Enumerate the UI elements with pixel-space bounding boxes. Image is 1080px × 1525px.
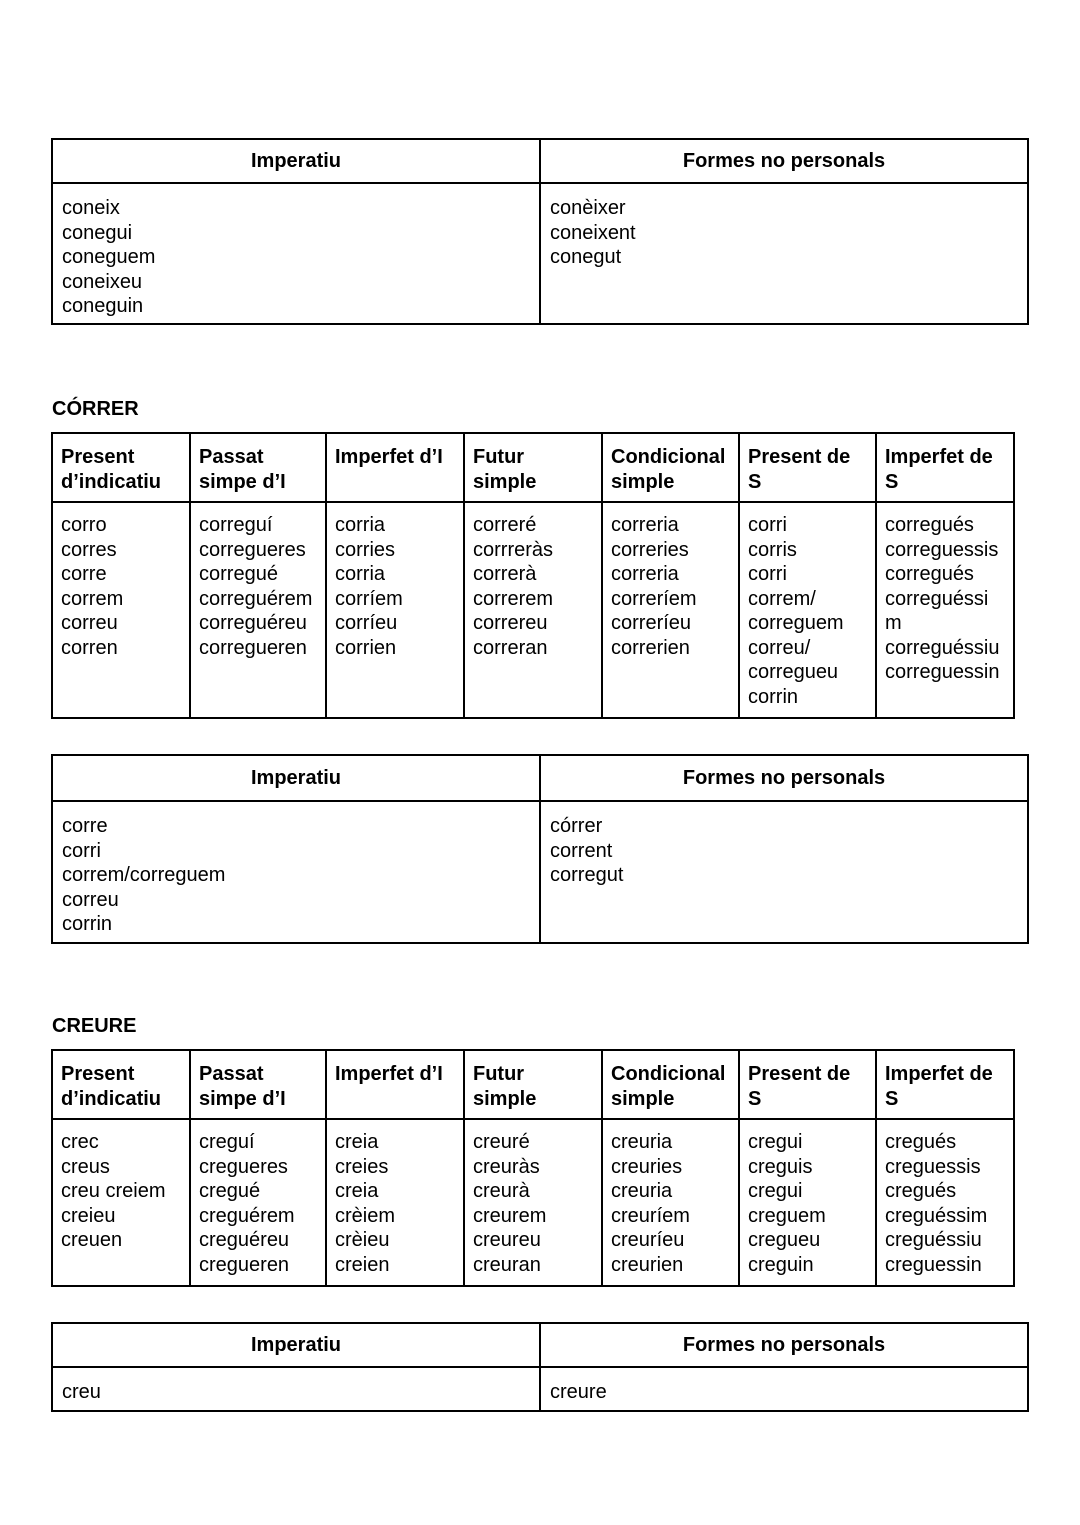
cell-line: creuen [61, 1229, 123, 1251]
cell-line: crèieu [335, 1229, 390, 1251]
tense-header [602, 1050, 739, 1119]
creure-conjugation-table [51, 1049, 1015, 1287]
cell-line: creu creiem [61, 1180, 166, 1202]
cell-line: correguí [199, 514, 273, 536]
cell-line: corregués [885, 514, 974, 536]
cell-line: corri [748, 514, 787, 536]
cell-line: correguéssiu [885, 636, 1000, 659]
cell-line: coneguin [62, 295, 144, 317]
coneixer-imperatiu-table [51, 138, 1029, 325]
forms-row [52, 1119, 1014, 1286]
cell-line: corro [61, 514, 107, 536]
cell-line: creuríem [611, 1204, 690, 1227]
cell-line: Present de [748, 1063, 851, 1085]
cell-line: creguéssim [885, 1204, 988, 1227]
cell-line: corregueres [199, 538, 306, 561]
cell-line: S [885, 1087, 899, 1110]
cell-line: Imperfet de [885, 446, 993, 468]
cell-line: correu [62, 888, 119, 911]
cell-line: creguis [748, 1155, 813, 1178]
tense-header [464, 433, 602, 502]
cell-line: corre [61, 563, 107, 585]
cell-line: creguin [748, 1253, 814, 1276]
conjugation-cell [52, 502, 190, 718]
cell-line: creuries [611, 1155, 683, 1178]
cell-line: corria [335, 514, 386, 536]
cell-line: correrà [473, 563, 537, 585]
imperatiu-cell [52, 1367, 540, 1411]
forms-row [52, 502, 1014, 718]
tense-header [326, 433, 464, 502]
tense-header [190, 433, 326, 502]
cell-line: S [748, 470, 762, 493]
cell-line: creieu [61, 1204, 116, 1227]
cell-line: correm/ [748, 587, 816, 610]
cell-line: correria [611, 563, 679, 585]
cell-line: cregués [885, 1131, 957, 1153]
cell-line: Present [61, 446, 135, 468]
cell-line: cregui [748, 1180, 803, 1202]
cell-line: corre [62, 815, 108, 837]
tense-header [876, 433, 1014, 502]
cell-line: correguessis [885, 538, 999, 561]
cell-line: creguéreu [199, 1229, 290, 1251]
cell-line: creies [335, 1155, 389, 1178]
cell-line: creureu [473, 1229, 541, 1251]
cell-line: corri [62, 839, 101, 862]
cell-line: creuràs [473, 1155, 540, 1178]
cell-line: corres [61, 538, 117, 561]
cell-line: corrien [335, 636, 397, 659]
cell-line: Passat [199, 1063, 264, 1085]
cell-line: crèiem [335, 1204, 396, 1227]
cell-line: creurem [473, 1204, 547, 1227]
cell-line: creguessin [885, 1253, 982, 1276]
conjugation-cell [602, 502, 739, 718]
cell-line: cregueu [748, 1229, 821, 1251]
formes-cell [540, 801, 1028, 943]
formes-header: Formes no personals [540, 755, 1028, 801]
cell-line: correran [473, 636, 548, 659]
cell-line: correguem [748, 612, 844, 634]
cell-line: correu [61, 612, 118, 634]
cell-line: correries [611, 538, 689, 561]
conjugation-cell [739, 502, 876, 718]
cell-line: corri [748, 563, 787, 585]
cell-line: corrent [550, 839, 613, 862]
tense-header [739, 1050, 876, 1119]
header-row [52, 1050, 1014, 1119]
cell-line: correguessin [885, 661, 1000, 683]
cell-line: creguem [748, 1204, 826, 1227]
tense-header [602, 433, 739, 502]
verb-title-correr: CÓRRER [52, 398, 139, 420]
cell-line: coneixent [550, 221, 636, 244]
cell-line: d’indicatiu [61, 1087, 161, 1110]
conjugation-cell [602, 1119, 739, 1286]
cell-line: creuran [473, 1253, 541, 1276]
cell-line: cregueres [199, 1155, 288, 1178]
cell-line: simple [473, 1087, 537, 1110]
cell-line: simple [611, 470, 675, 493]
cell-line: corregué [199, 563, 278, 585]
cell-line: corríem [335, 587, 403, 610]
cell-line: correré [473, 514, 537, 536]
imperatiu-header: Imperatiu [52, 755, 540, 801]
cell-line: creguérem [199, 1204, 295, 1227]
cell-line: corregut [550, 864, 624, 886]
cell-line: cregués [885, 1180, 957, 1202]
creure-imperatiu-table [51, 1322, 1029, 1412]
cell-line: correguéssi [885, 587, 989, 610]
cell-line: correrem [473, 587, 554, 610]
cell-line: correguérem [199, 587, 313, 610]
tense-header [52, 433, 190, 502]
cell-line: coneixeu [62, 270, 143, 293]
cell-line: correríeu [611, 612, 692, 634]
conjugation-cell [739, 1119, 876, 1286]
conjugation-cell [190, 1119, 326, 1286]
tense-header [190, 1050, 326, 1119]
cell-line: creia [335, 1131, 379, 1153]
cell-line: Present [61, 1063, 135, 1085]
header-row [52, 433, 1014, 502]
cell-line: corren [61, 636, 118, 659]
cell-line: creu [62, 1381, 101, 1403]
cell-line: creia [335, 1180, 379, 1202]
cell-line: correm/correguem [62, 864, 226, 886]
tense-header [876, 1050, 1014, 1119]
cell-line: corregueren [199, 636, 307, 659]
conjugation-cell [326, 502, 464, 718]
cell-line: creguessis [885, 1155, 981, 1178]
cell-line: corríeu [335, 612, 398, 634]
cell-line: conegut [550, 246, 622, 268]
cell-line: coneguem [62, 246, 156, 268]
cell-line: correrien [611, 636, 690, 659]
formes-cell [540, 183, 1028, 324]
cell-line: Imperfet d’I [335, 446, 443, 468]
cell-line: corria [335, 563, 386, 585]
cell-line: corregueu [748, 661, 839, 683]
cell-line: Condicional [611, 1063, 726, 1085]
cell-line: corregués [885, 563, 974, 585]
cell-line: creuria [611, 1180, 673, 1202]
cell-line: simpe d’I [199, 470, 286, 493]
cell-line: correguéreu [199, 612, 307, 634]
cell-line: simpe d’I [199, 1087, 286, 1110]
imperatiu-cell [52, 183, 540, 324]
cell-line: corries [335, 538, 396, 561]
cell-line: Present de [748, 446, 851, 468]
cell-line: cregui [748, 1131, 803, 1153]
cell-line: correreu [473, 612, 548, 634]
cell-line: Futur [473, 1063, 525, 1085]
cell-line: crec [61, 1131, 99, 1153]
cell-line: simple [473, 470, 537, 493]
conjugation-cell [190, 502, 326, 718]
cell-line: creuria [611, 1131, 673, 1153]
cell-line: creus [61, 1155, 110, 1178]
conjugation-cell [464, 1119, 602, 1286]
cell-line: creguí [199, 1131, 255, 1153]
cell-line: coneix [62, 197, 120, 219]
formes-cell [540, 1367, 1028, 1411]
conjugation-cell [52, 1119, 190, 1286]
cell-line: correríem [611, 587, 697, 610]
formes-header: Formes no personals [540, 1323, 1028, 1367]
cell-line: Futur [473, 446, 525, 468]
cell-line: cregué [199, 1180, 261, 1202]
cell-line: m [885, 612, 902, 634]
cell-line: d’indicatiu [61, 470, 161, 493]
correr-conjugation-table [51, 432, 1015, 719]
imperatiu-cell [52, 801, 540, 943]
conjugation-cell [326, 1119, 464, 1286]
cell-line: Imperfet de [885, 1063, 993, 1085]
cell-line: Passat [199, 446, 264, 468]
cell-line: correu/ [748, 636, 811, 659]
cell-line: creurien [611, 1253, 684, 1276]
cell-line: creuríeu [611, 1229, 685, 1251]
correr-imperatiu-table [51, 754, 1029, 944]
imperatiu-header: Imperatiu [52, 139, 540, 183]
cell-line: conegui [62, 221, 133, 244]
cell-line: creure [550, 1381, 607, 1403]
cell-line: corrin [62, 913, 113, 935]
conjugation-cell [876, 1119, 1014, 1286]
cell-line: S [748, 1087, 762, 1110]
cell-line: creien [335, 1253, 390, 1276]
cell-line: corrreràs [473, 538, 554, 561]
cell-line: corrin [748, 685, 799, 708]
cell-line: creguéssiu [885, 1229, 982, 1251]
cell-line: correria [611, 514, 679, 536]
cell-line: creuré [473, 1131, 530, 1153]
cell-line: simple [611, 1087, 675, 1110]
cell-line: S [885, 470, 899, 493]
cell-line: cregueren [199, 1253, 290, 1276]
cell-line: corris [748, 538, 797, 561]
imperatiu-header: Imperatiu [52, 1323, 540, 1367]
cell-line: correm [61, 587, 124, 610]
tense-header [464, 1050, 602, 1119]
cell-line: conèixer [550, 197, 626, 219]
tense-header [52, 1050, 190, 1119]
cell-line: Imperfet d’I [335, 1063, 443, 1085]
tense-header [326, 1050, 464, 1119]
formes-header: Formes no personals [540, 139, 1028, 183]
cell-line: córrer [550, 815, 603, 837]
tense-header [739, 433, 876, 502]
conjugation-cell [464, 502, 602, 718]
cell-line: Condicional [611, 446, 726, 468]
conjugation-cell [876, 502, 1014, 718]
cell-line: creurà [473, 1180, 530, 1202]
verb-title-creure: CREURE [52, 1015, 137, 1037]
